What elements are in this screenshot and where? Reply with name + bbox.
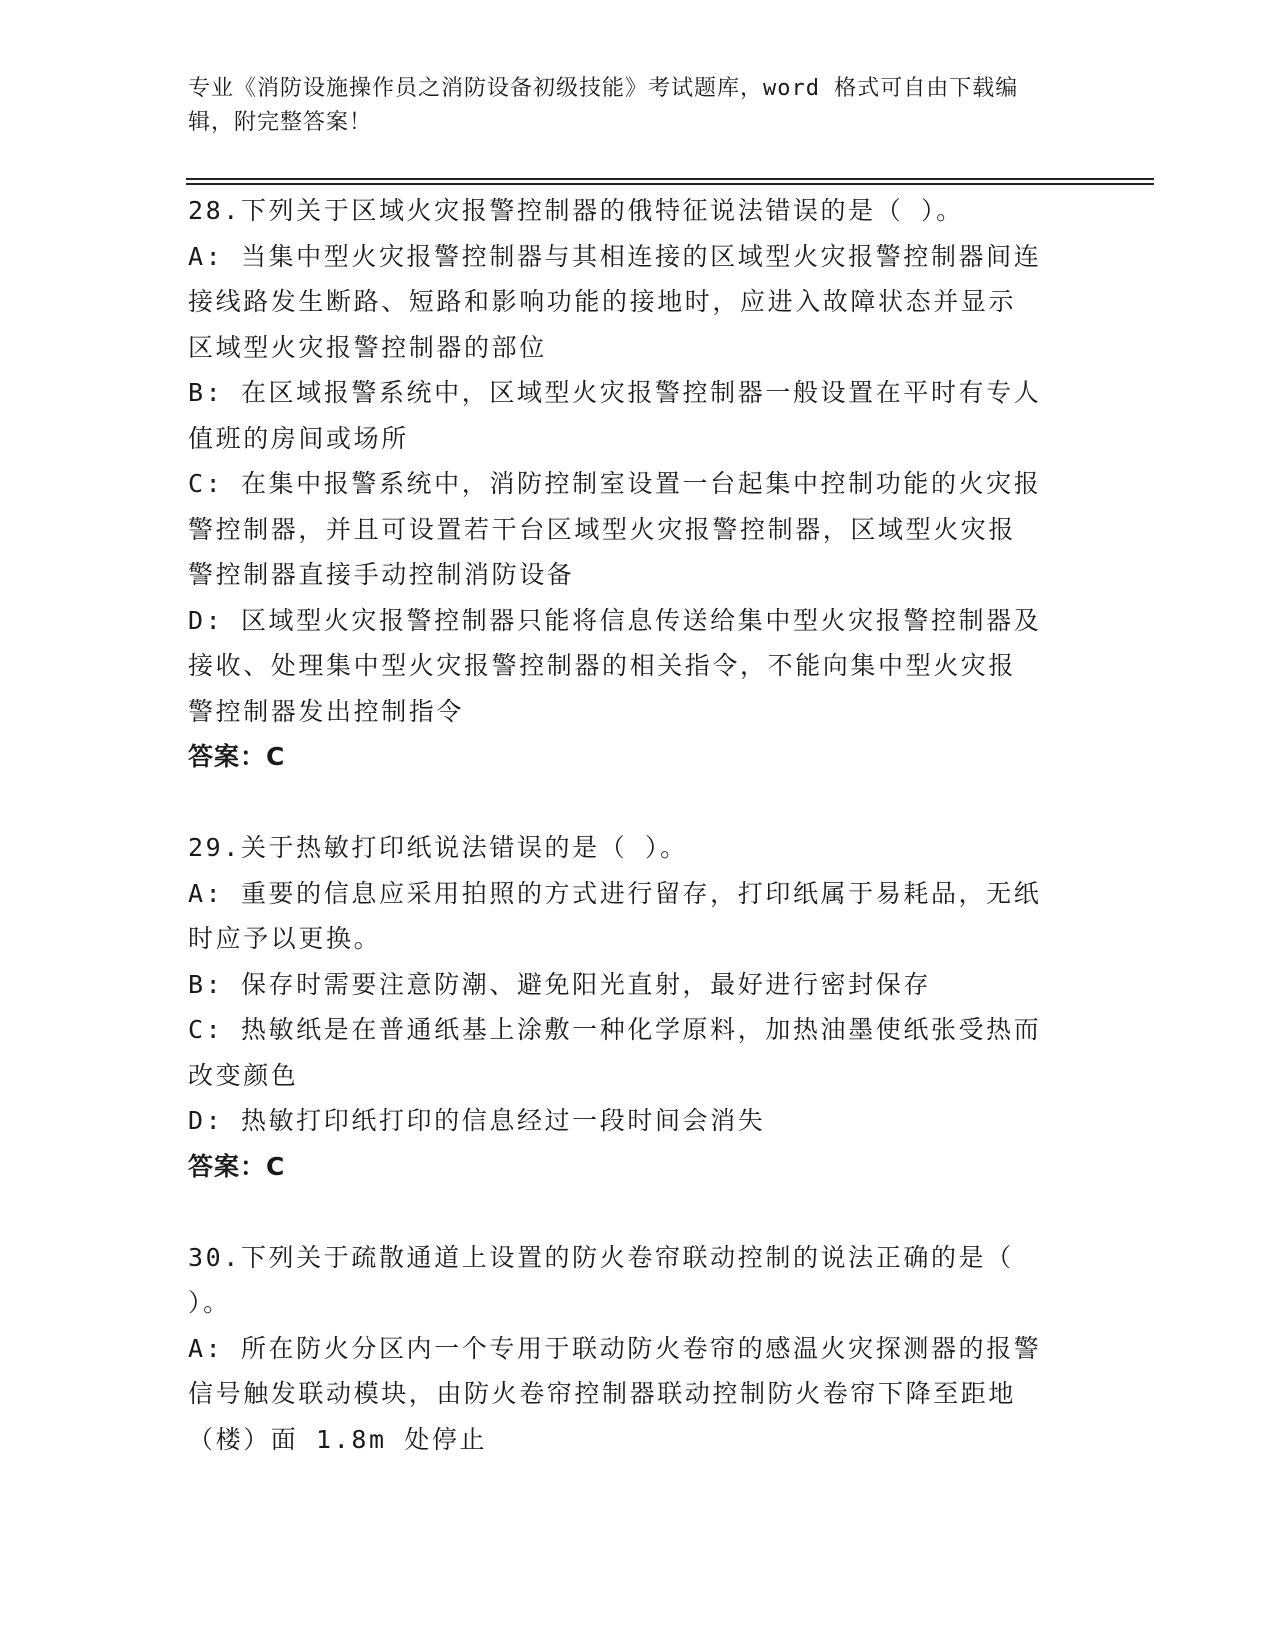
header-divider-top [186,178,1154,180]
option-line: D: 热敏打印纸打印的信息经过一段时间会消失 [188,1106,766,1135]
question-list [188,188,1078,1462]
option-a [188,871,1078,962]
spacer [188,1189,1078,1235]
option-line: C: 热敏纸是在普通纸基上涂敷一种化学原料，加热油墨使纸张受热而 [188,1015,1042,1044]
option-line: 改变颜色 [188,1060,299,1090]
option-line: 时应予以更换。 [188,924,382,953]
option-line: D: 区域型火灾报警控制器只能将信息传送给集中型火灾报警控制器及 [188,605,1042,635]
option-a [188,1326,1078,1463]
option-line: A: 重要的信息应采用拍照的方式进行留存，打印纸属于易耗品，无纸 [188,878,1042,908]
document-header [188,72,1068,140]
option-line: 警控制器，并且可设置若干台区域型火灾报警控制器，区域型火灾报 [188,514,1017,544]
question-28 [188,188,1078,780]
option-c [188,1007,1078,1098]
option-line: C: 在集中报警系统中，消防控制室设置一台起集中控制功能的火灾报 [188,469,1042,498]
question-stem: 28.下列关于区域火灾报警控制器的俄特征说法错误的是（ ）。 [188,196,964,225]
header-divider-bottom [186,183,1154,185]
option-b [188,962,1078,1008]
option-line: A: 所在防火分区内一个专用于联动防火卷帘的感温火灾探测器的报警 [188,1333,1042,1363]
question-30 [188,1235,1078,1463]
spacer [188,780,1078,826]
option-line: 值班的房间或场所 [188,423,409,453]
option-a [188,234,1078,371]
answer: 答案：C [188,1151,286,1181]
option-b [188,370,1078,461]
option-d [188,1098,1078,1144]
header-line-2: 辑，附完整答案！ [188,110,373,135]
option-line: 警控制器发出控制指令 [188,696,465,726]
question-stem: 30.下列关于疏散通道上设置的防火卷帘联动控制的说法正确的是（ [188,1242,1014,1272]
question-29 [188,825,1078,1189]
option-line: （楼）面 1.8m 处停止 [188,1424,488,1454]
option-line: A: 当集中型火灾报警控制器与其相连接的区域型火灾报警控制器间连 [188,241,1042,271]
option-line: B: 在区域报警系统中，区域型火灾报警控制器一般设置在平时有专人 [188,378,1042,407]
option-line: 接收、处理集中型火灾报警控制器的相关指令，不能向集中型火灾报 [188,651,1017,680]
option-c [188,461,1078,598]
option-line: 警控制器直接手动控制消防设备 [188,560,575,589]
option-d [188,598,1078,735]
question-stem: ）。 [188,1288,231,1317]
question-stem: 29.关于热敏打印纸说法错误的是（ ）。 [188,833,688,862]
option-line: 区域型火灾报警控制器的部位 [188,332,547,362]
option-line: 信号触发联动模块，由防火卷帘控制器联动控制防火卷帘下降至距地 [188,1379,1017,1408]
option-line: B: 保存时需要注意防潮、避免阳光直射，最好进行密封保存 [188,969,931,999]
header-line-1: 专业《消防设施操作员之消防设备初级技能》考试题库，word 格式可自由下载编 [188,76,1019,101]
answer: 答案：C [188,742,286,771]
option-line: 接线路发生断路、短路和影响功能的接地时，应进入故障状态并显示 [188,287,1017,316]
